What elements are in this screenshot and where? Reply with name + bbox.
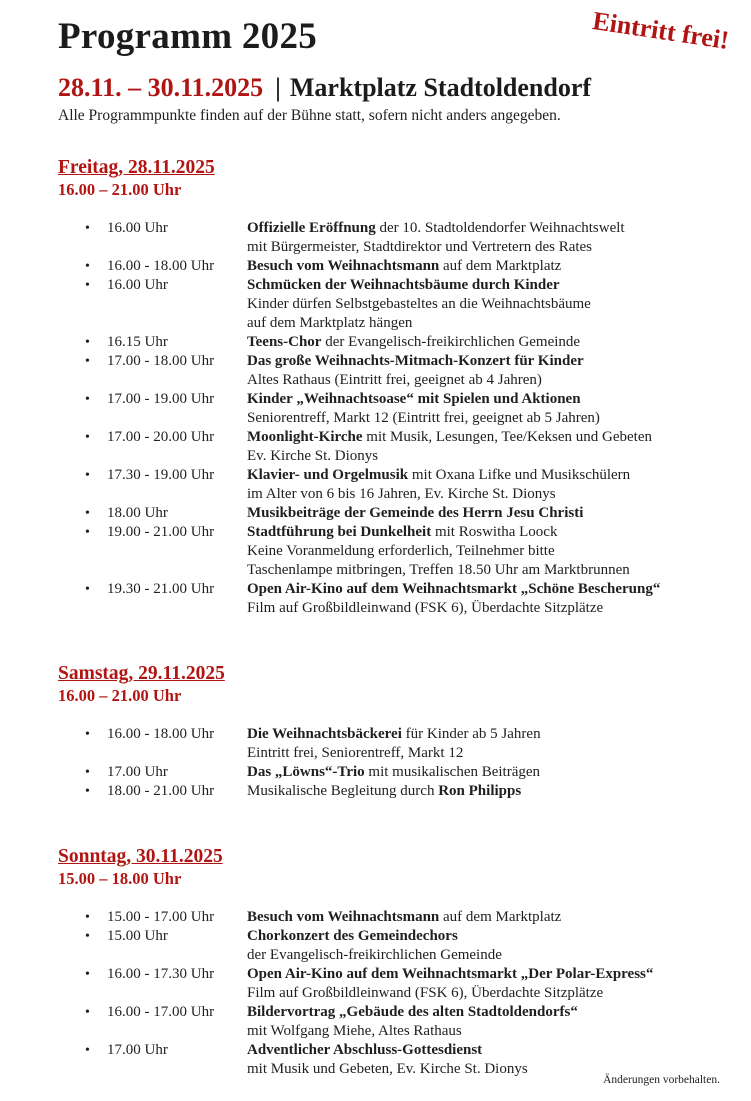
event-text: mit Musik und Gebeten, Ev. Kirche St. Dionys (247, 1061, 528, 1077)
separator-pipe: | (275, 73, 281, 102)
event-line (247, 561, 721, 580)
event-text: Seniorentreff, Markt 12 (Eintritt frei, geeignet ab 5 Jahren) (247, 410, 600, 426)
event-time: 18.00 - 21.00 Uhr (107, 783, 215, 799)
day-heading: Samstag, 29.11.2025 (58, 663, 225, 684)
bullet-icon: • (85, 221, 90, 236)
event-date-range: 28.11. – 30.11.2025 (58, 73, 264, 102)
bullet-icon: • (85, 967, 90, 982)
event-line (247, 219, 721, 238)
event-line (247, 314, 721, 333)
event-line (247, 276, 721, 295)
event-text: mit Oxana Lifke und Musikschülern (408, 467, 631, 483)
changes-reserved-note: Änderungen vorbehalten. (603, 1074, 720, 1086)
event-text-bold: Bildervortrag „Gebäude des alten Stadtoldendorfs“ (247, 1004, 578, 1020)
event-line (247, 1003, 721, 1022)
event-row (85, 333, 721, 352)
event-text-bold: Kinder „Weihnachtsoase“ mit Spielen und Aktionen (247, 391, 581, 407)
event-description (247, 965, 721, 1003)
bullet-icon: • (85, 582, 90, 597)
event-time: 16.15 Uhr (107, 334, 168, 350)
event-text: mit Musik, Lesungen, Tee/Keksen und Gebeten (362, 429, 652, 445)
event-text: mit Roswitha Loock (431, 524, 558, 540)
event-time: 16.00 - 17.30 Uhr (107, 966, 215, 982)
event-description (247, 782, 721, 801)
event-description (247, 927, 721, 965)
event-description (247, 580, 721, 618)
event-text: der Evangelisch-freikirchlichen Gemeinde (247, 947, 502, 963)
event-time: 18.00 Uhr (107, 505, 168, 521)
event-line (247, 409, 721, 428)
event-time: 15.00 Uhr (107, 928, 168, 944)
event-text-bold: Das große Weihnachts-Mitmach-Konzert für Kinder (247, 353, 584, 369)
event-time: 17.00 Uhr (107, 764, 168, 780)
bullet-icon: • (85, 784, 90, 799)
event-row (85, 927, 721, 965)
event-text: auf dem Marktplatz (439, 909, 562, 925)
bullet-icon: • (85, 910, 90, 925)
bullet-icon: • (85, 765, 90, 780)
event-line (247, 580, 721, 599)
bullet-icon: • (85, 468, 90, 483)
day-hours: 16.00 – 21.00 Uhr (58, 180, 182, 199)
bullet-icon: • (85, 259, 90, 274)
event-text-bold: Ron Philipps (438, 783, 522, 799)
bullet-icon: • (85, 1043, 90, 1058)
event-text-bold: Stadtführung bei Dunkelheit (247, 524, 432, 540)
event-description (247, 504, 721, 523)
event-description (247, 466, 721, 504)
event-text: auf dem Marktplatz hängen (247, 315, 413, 331)
event-row (85, 725, 721, 763)
bullet-icon: • (85, 278, 90, 293)
event-text-bold: Klavier- und Orgelmusik (247, 467, 409, 483)
event-row (85, 1003, 721, 1041)
event-time: 19.30 - 21.00 Uhr (107, 581, 215, 597)
event-time: 17.30 - 19.00 Uhr (107, 467, 215, 483)
event-row (85, 466, 721, 504)
event-row (85, 965, 721, 1003)
event-text: Altes Rathaus (Eintritt frei, geeignet ab 4 Jahren) (247, 372, 542, 388)
event-time: 16.00 - 18.00 Uhr (107, 258, 215, 274)
event-text: Kinder dürfen Selbstgebasteltes an die Weihnachtsbäume (247, 296, 591, 312)
event-text: mit Bürgermeister, Stadtdirektor und Vertretern des Rates (247, 239, 593, 255)
event-line (247, 599, 721, 618)
event-line (247, 371, 721, 390)
event-description (247, 523, 721, 580)
event-list (85, 219, 721, 618)
event-row (85, 580, 721, 618)
event-text-bold: Besuch vom Weihnachtsmann (247, 258, 440, 274)
day-heading: Sonntag, 30.11.2025 (58, 846, 223, 867)
day-section (58, 156, 721, 618)
event-text-bold: Open Air-Kino auf dem Weihnachtsmarkt „Schöne Bescherung“ (247, 581, 661, 597)
event-text-bold: Adventlicher Abschluss-Gottesdienst (247, 1042, 483, 1058)
day-section (58, 662, 721, 801)
event-text-bold: Besuch vom Weihnachtsmann (247, 909, 440, 925)
event-time: 16.00 Uhr (107, 277, 168, 293)
event-row (85, 763, 721, 782)
general-note: Alle Programmpunkte finden auf der Bühne statt, sofern nicht anders angegeben. (58, 107, 561, 124)
event-time: 16.00 - 17.00 Uhr (107, 1004, 215, 1020)
event-line (247, 782, 721, 801)
event-time: 17.00 - 20.00 Uhr (107, 429, 215, 445)
event-text: der Evangelisch-freikirchlichen Gemeinde (321, 334, 581, 350)
event-text: mit Wolfgang Miehe, Altes Rathaus (247, 1023, 462, 1039)
event-line (247, 1022, 721, 1041)
event-text: Ev. Kirche St. Dionys (247, 448, 379, 464)
event-text: im Alter von 6 bis 16 Jahren, Ev. Kirche St. Dionys (247, 486, 556, 502)
bullet-icon: • (85, 929, 90, 944)
event-time: 17.00 - 19.00 Uhr (107, 391, 215, 407)
event-line (247, 352, 721, 371)
event-line (247, 927, 721, 946)
event-row (85, 352, 721, 390)
event-list (85, 725, 721, 801)
event-text: auf dem Marktplatz (439, 258, 562, 274)
event-description (247, 725, 721, 763)
event-text: Eintritt frei, Seniorentreff, Markt 12 (247, 745, 464, 761)
event-time: 16.00 Uhr (107, 220, 168, 236)
bullet-icon: • (85, 335, 90, 350)
event-row (85, 908, 721, 927)
bullet-icon: • (85, 727, 90, 742)
event-description (247, 333, 721, 352)
event-row (85, 782, 721, 801)
event-row (85, 428, 721, 466)
event-text-bold: Das „Löwns“-Trio (247, 764, 365, 780)
event-text-bold: Offizielle Eröffnung (247, 220, 376, 236)
day-hours: 15.00 – 18.00 Uhr (58, 869, 182, 888)
event-text: für Kinder ab 5 Jahren (401, 726, 541, 742)
day-section (58, 845, 721, 1079)
event-line (247, 984, 721, 1003)
event-time: 17.00 Uhr (107, 1042, 168, 1058)
event-date-location (58, 73, 721, 103)
event-description (247, 763, 721, 782)
event-time: 19.00 - 21.00 Uhr (107, 524, 215, 540)
event-description (247, 390, 721, 428)
event-row (85, 390, 721, 428)
event-description (247, 352, 721, 390)
event-row (85, 276, 721, 333)
event-line (247, 908, 721, 927)
bullet-icon: • (85, 525, 90, 540)
page-title: Programm 2025 (58, 16, 318, 57)
event-row (85, 257, 721, 276)
event-line (247, 504, 721, 523)
event-description (247, 428, 721, 466)
event-line (247, 946, 721, 965)
event-line (247, 763, 721, 782)
event-line (247, 523, 721, 542)
event-text: Musikalische Begleitung durch (247, 783, 439, 799)
event-line (247, 428, 721, 447)
event-line (247, 744, 721, 763)
event-time: 15.00 - 17.00 Uhr (107, 909, 215, 925)
event-text: Film auf Großbildleinwand (FSK 6), Überdachte Sitzplätze (247, 600, 604, 616)
event-row (85, 504, 721, 523)
bullet-icon: • (85, 430, 90, 445)
event-line (247, 295, 721, 314)
event-line (247, 965, 721, 984)
event-time: 17.00 - 18.00 Uhr (107, 353, 215, 369)
day-hours: 16.00 – 21.00 Uhr (58, 686, 182, 705)
bullet-icon: • (85, 392, 90, 407)
event-text: der 10. Stadtoldendorfer Weihnachtswelt (375, 220, 625, 236)
event-description (247, 1003, 721, 1041)
free-admission-stamp: Eintritt frei! (590, 6, 731, 56)
event-time: 16.00 - 18.00 Uhr (107, 726, 215, 742)
event-text-bold: Musikbeiträge der Gemeinde des Herrn Jesu Christi (247, 505, 584, 521)
day-heading: Freitag, 28.11.2025 (58, 157, 215, 178)
event-row (85, 219, 721, 257)
days (58, 156, 721, 1079)
bullet-icon: • (85, 1005, 90, 1020)
event-line (247, 485, 721, 504)
event-line (247, 257, 721, 276)
event-text-bold: Schmücken der Weihnachtsbäume durch Kinder (247, 277, 560, 293)
event-text-bold: Chorkonzert des Gemeindechors (247, 928, 458, 944)
event-line (247, 390, 721, 409)
event-text-bold: Moonlight-Kirche (247, 429, 363, 445)
event-text-bold: Die Weihnachtsbäckerei (247, 726, 402, 742)
event-text-bold: Open Air-Kino auf dem Weihnachtsmarkt „Der Polar-Express“ (247, 966, 654, 982)
event-description (247, 257, 721, 276)
event-description (247, 276, 721, 333)
event-line (247, 447, 721, 466)
event-line (247, 466, 721, 485)
event-line (247, 542, 721, 561)
bullet-icon: • (85, 354, 90, 369)
event-line (247, 1041, 721, 1060)
event-description (247, 219, 721, 257)
event-text: Keine Voranmeldung erforderlich, Teilnehmer bitte (247, 543, 555, 559)
event-location: Marktplatz Stadtoldendorf (289, 73, 592, 102)
event-description (247, 908, 721, 927)
event-line (247, 725, 721, 744)
event-list (85, 908, 721, 1079)
event-line (247, 333, 721, 352)
event-text: Film auf Großbildleinwand (FSK 6), Überdachte Sitzplätze (247, 985, 604, 1001)
event-text: mit musikalischen Beiträgen (364, 764, 541, 780)
bullet-icon: • (85, 506, 90, 521)
event-line (247, 238, 721, 257)
event-text: Taschenlampe mitbringen, Treffen 18.50 Uhr am Marktbrunnen (247, 562, 630, 578)
event-row (85, 523, 721, 580)
event-text-bold: Teens-Chor (247, 334, 322, 350)
